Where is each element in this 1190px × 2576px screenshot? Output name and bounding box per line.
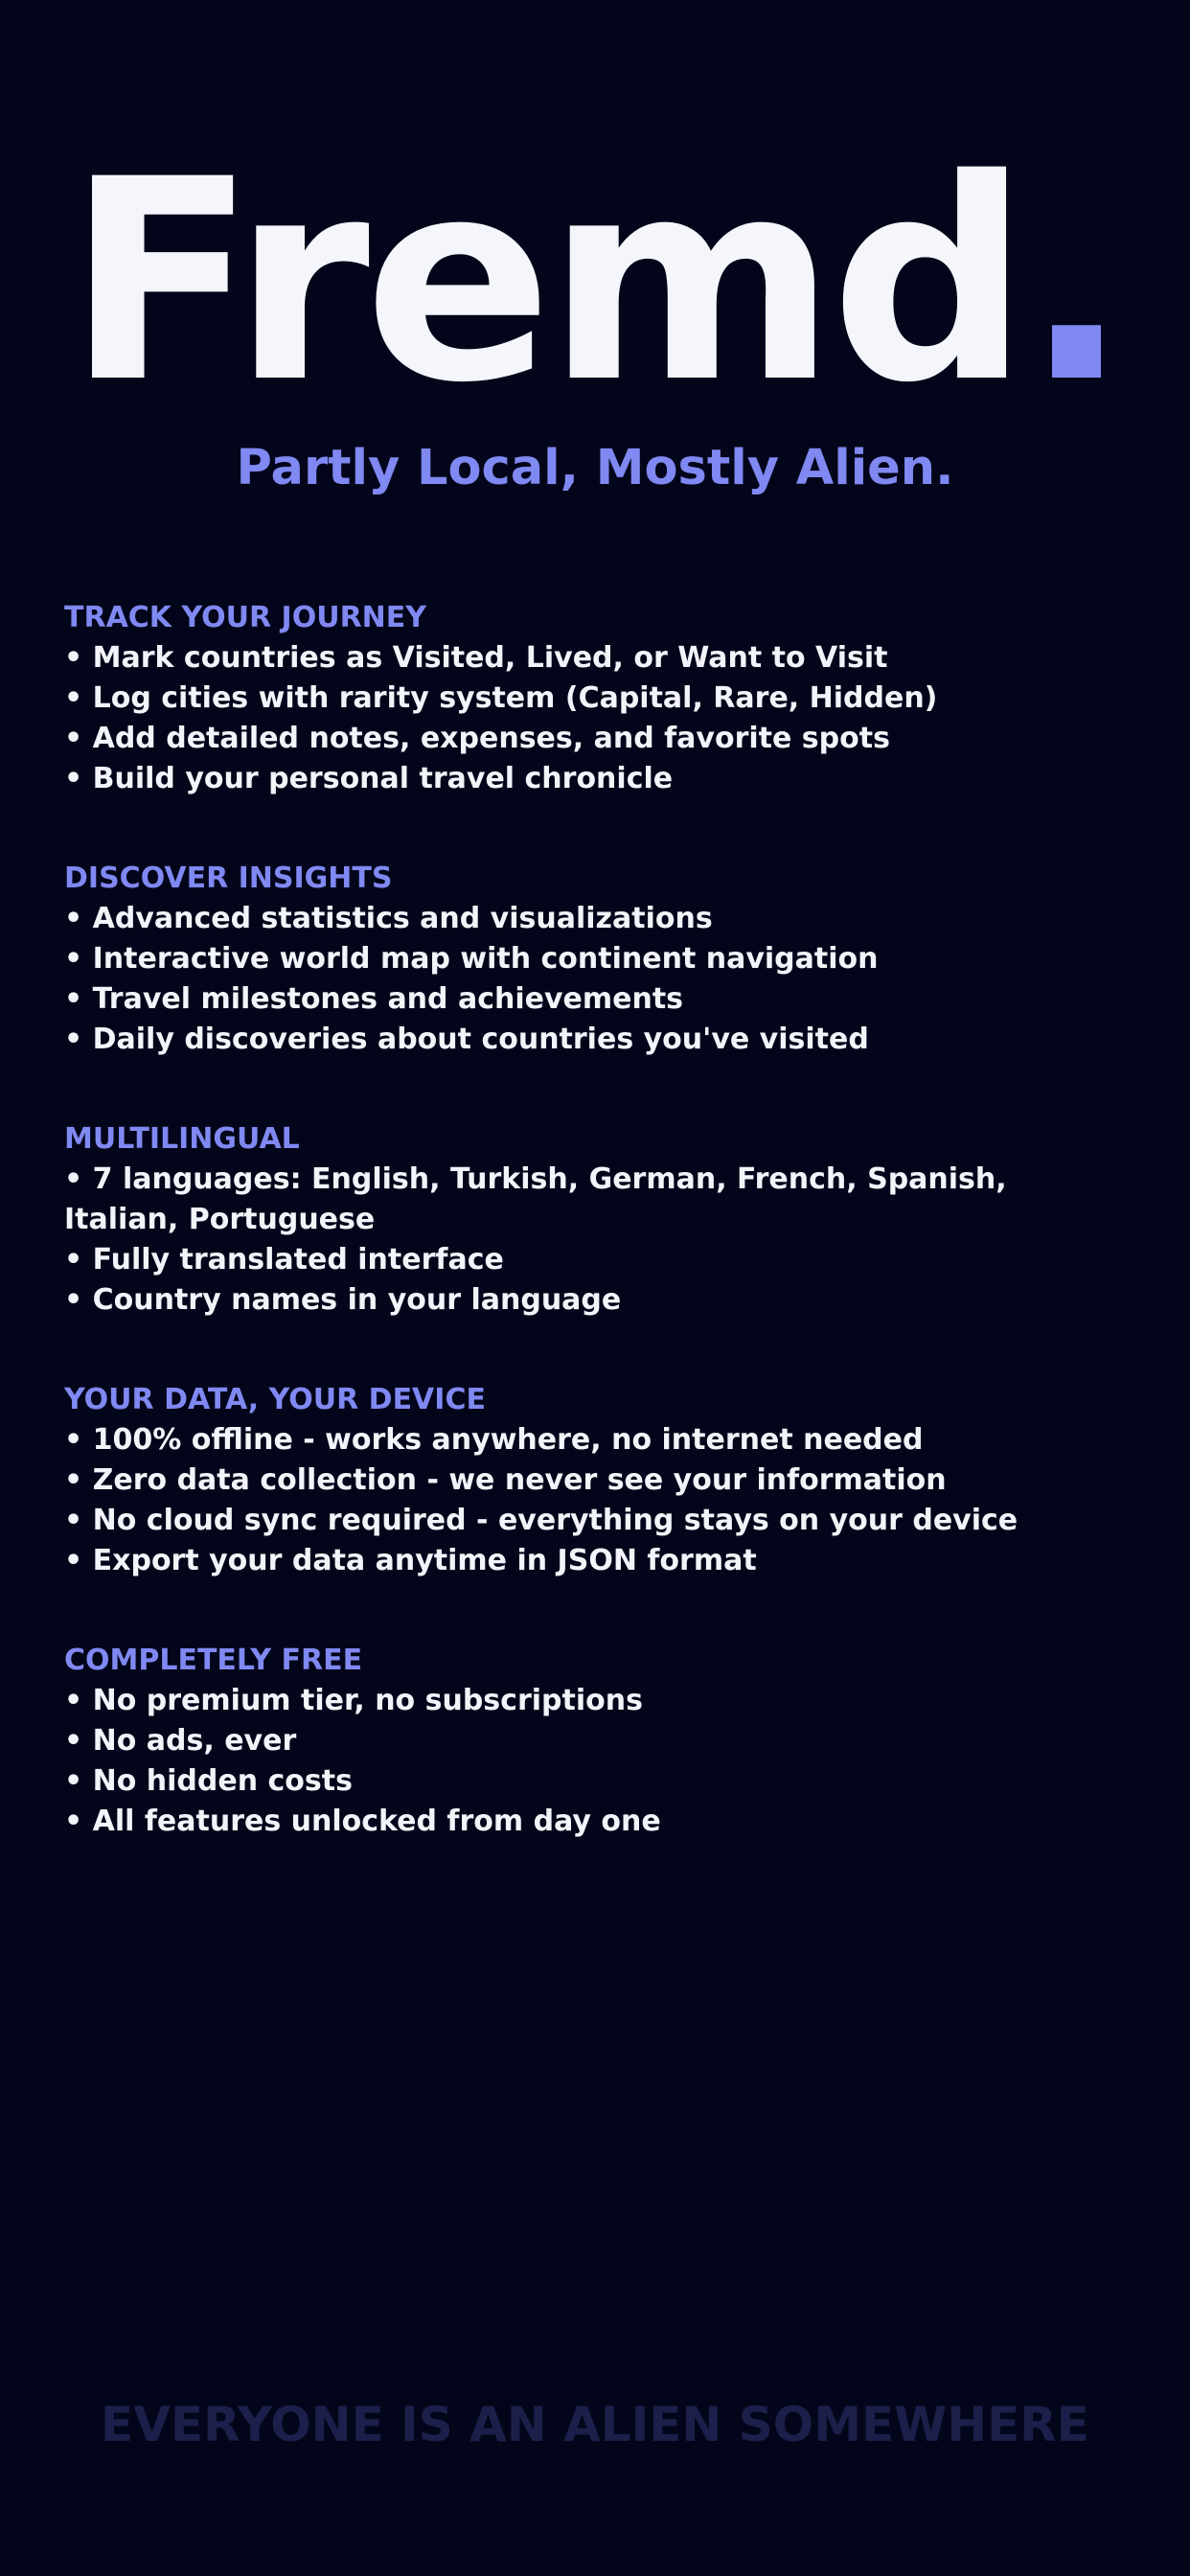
- feature-item: • Log cities with rarity system (Capital, Rare, Hidden): [64, 681, 938, 715]
- feature-section-track-journey: [64, 598, 1128, 799]
- feature-section-discover-insights: [64, 859, 1128, 1060]
- tagline: Partly Local, Mostly Alien.: [236, 440, 954, 496]
- logo-wordmark: Fremd: [66, 121, 1024, 444]
- feature-item: • Country names in your language: [64, 1283, 622, 1317]
- section-title: YOUR DATA, YOUR DEVICE: [64, 1383, 486, 1416]
- feature-section-multilingual: [64, 1119, 1128, 1321]
- section-title: MULTILINGUAL: [64, 1122, 300, 1156]
- feature-item: • No hidden costs: [64, 1764, 353, 1798]
- feature-item: • All features unlocked from day one: [64, 1805, 661, 1838]
- feature-section-your-data: [64, 1380, 1128, 1581]
- feature-item: • Interactive world map with continent navigation: [64, 942, 879, 976]
- app-logo: [66, 121, 1124, 444]
- footer-slogan: EVERYONE IS AN ALIEN SOMEWHERE: [101, 2397, 1089, 2452]
- feature-item: • No ads, ever: [64, 1724, 297, 1758]
- feature-item: • No cloud sync required - everything stays on your device: [64, 1504, 1018, 1537]
- feature-item: • No premium tier, no subscriptions: [64, 1684, 643, 1717]
- feature-item: • 7 languages: English, Turkish, German, French, Spanish, Italian, Portuguese: [64, 1162, 1007, 1236]
- feature-item: • 100% offline - works anywhere, no internet needed: [64, 1423, 924, 1457]
- feature-section-completely-free: [64, 1641, 1128, 1842]
- feature-list: [64, 598, 1128, 1901]
- section-title: COMPLETELY FREE: [64, 1644, 363, 1677]
- feature-item: • Export your data anytime in JSON format: [64, 1544, 757, 1577]
- feature-item: • Fully translated interface: [64, 1243, 504, 1276]
- feature-item: • Add detailed notes, expenses, and favorite spots: [64, 722, 890, 755]
- feature-item: • Daily discoveries about countries you've visited: [64, 1023, 869, 1056]
- section-title: DISCOVER INSIGHTS: [64, 862, 393, 895]
- feature-item: • Mark countries as Visited, Lived, or Want to Visit: [64, 641, 888, 675]
- feature-item: • Travel milestones and achievements: [64, 982, 684, 1016]
- feature-item: • Zero data collection - we never see your information: [64, 1463, 947, 1497]
- feature-item: • Build your personal travel chronicle: [64, 762, 674, 795]
- section-title: TRACK YOUR JOURNEY: [64, 601, 427, 634]
- hero: [0, 121, 1190, 497]
- feature-item: • Advanced statistics and visualizations: [64, 902, 713, 935]
- logo-dot: .: [1023, 121, 1124, 444]
